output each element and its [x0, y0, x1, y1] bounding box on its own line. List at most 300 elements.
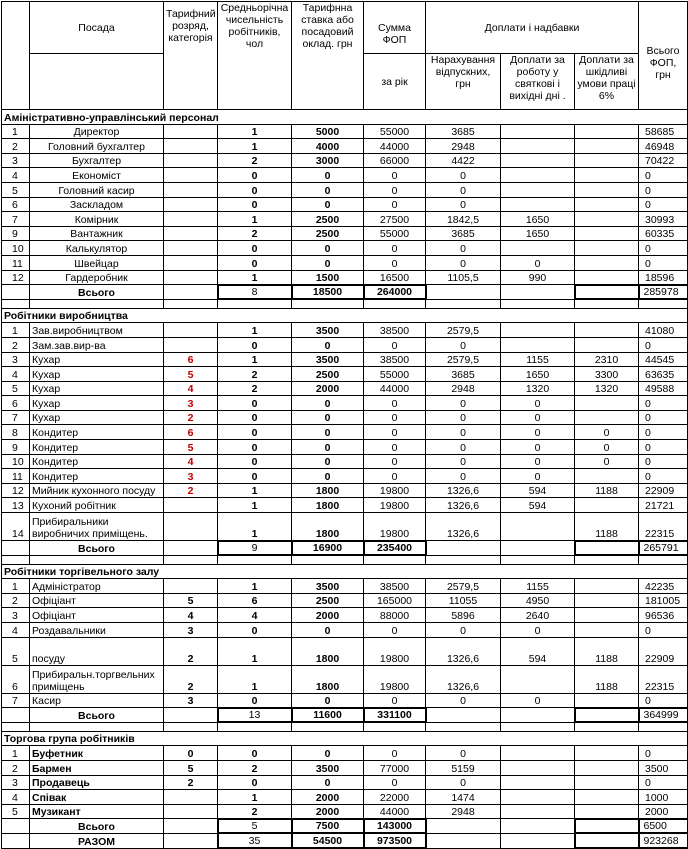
rate-value: 0 [292, 255, 364, 270]
position-name: Калькулятор [30, 241, 164, 256]
table-row [2, 790, 688, 805]
harmful-value [575, 212, 639, 227]
harmful-value [575, 608, 639, 623]
position-name: Кондитер [30, 440, 164, 455]
row-number: 4 [2, 790, 30, 805]
vacation-value: 2948 [426, 804, 501, 819]
rate-value: 0 [292, 396, 364, 411]
count-value: 0 [218, 197, 292, 212]
count-value: 1 [218, 579, 292, 594]
table-row [2, 212, 688, 227]
row-number: 2 [2, 593, 30, 608]
vacation-value: 0 [426, 623, 501, 638]
section-title-row [2, 110, 688, 125]
count-value: 2 [218, 381, 292, 396]
position-name: Кухар [30, 367, 164, 382]
row-number: 1 [2, 323, 30, 338]
position-name: Кухар [30, 352, 164, 367]
row-number: 9 [2, 440, 30, 455]
total-sum: 331100 [364, 708, 426, 723]
total-blank [2, 708, 30, 723]
sum-value: 0 [364, 623, 426, 638]
grade-value [164, 139, 218, 154]
table-row [2, 746, 688, 761]
harmful-value [575, 270, 639, 285]
sum-value: 0 [364, 693, 426, 708]
col-grade: Тарифний розряд, категорія [164, 2, 218, 110]
row-number: 5 [2, 637, 30, 665]
vacation-value: 1474 [426, 790, 501, 805]
total-vac-blank [426, 708, 501, 723]
position-name: Мийник кухонного посуду [30, 483, 164, 498]
total-fop: 364999 [639, 708, 688, 723]
row-number: 14 [2, 513, 30, 541]
vacation-value: 0 [426, 440, 501, 455]
table-row [2, 323, 688, 338]
harmful-value [575, 804, 639, 819]
vacation-value: 0 [426, 469, 501, 484]
position-name: Швейцар [30, 255, 164, 270]
holiday-value [501, 168, 575, 183]
harmful-value: 1188 [575, 483, 639, 498]
col-count: Средньорічна чисельність робітників, чол [218, 2, 292, 110]
col-sum: Сумма ФОП [364, 2, 426, 54]
total-value: 60335 [639, 226, 688, 241]
position-name: Бармен [30, 760, 164, 775]
holiday-value: 990 [501, 270, 575, 285]
total-value: 18596 [639, 270, 688, 285]
count-value: 0 [218, 775, 292, 790]
total-harm-blank [575, 819, 639, 834]
row-number: 11 [2, 469, 30, 484]
spacer-cell [164, 722, 218, 731]
count-value: 1 [218, 483, 292, 498]
total-value: 42235 [639, 579, 688, 594]
grand-harm-blank [575, 833, 639, 848]
row-number: 3 [2, 775, 30, 790]
harmful-value [575, 323, 639, 338]
spacer-cell [164, 299, 218, 308]
col-holiday: Доплати за роботу у святкові і вихідні дні . [501, 54, 575, 110]
rate-value: 1800 [292, 498, 364, 513]
count-value: 0 [218, 693, 292, 708]
vacation-value: 1326,6 [426, 637, 501, 665]
total-label: Всього [30, 708, 164, 723]
sum-value: 38500 [364, 323, 426, 338]
table-row [2, 226, 688, 241]
total-vac-blank [426, 285, 501, 300]
grade-value: 5 [164, 440, 218, 455]
sum-value: 0 [364, 469, 426, 484]
total-blank [2, 819, 30, 834]
spacer-cell [218, 299, 292, 308]
row-number: 5 [2, 804, 30, 819]
count-value: 1 [218, 513, 292, 541]
holiday-value: 0 [501, 255, 575, 270]
holiday-value: 4950 [501, 593, 575, 608]
harmful-value [575, 168, 639, 183]
count-value: 1 [218, 352, 292, 367]
table-row [2, 513, 688, 541]
table-row [2, 498, 688, 513]
grade-value [164, 337, 218, 352]
position-name: Офіціант [30, 593, 164, 608]
rate-value: 1800 [292, 483, 364, 498]
position-name: Вантажник [30, 226, 164, 241]
total-value: 30993 [639, 212, 688, 227]
count-value: 0 [218, 410, 292, 425]
grand-total-label: РАЗОМ [30, 833, 164, 848]
holiday-value: 594 [501, 483, 575, 498]
sum-value: 19800 [364, 637, 426, 665]
grand-grade-blank [164, 833, 218, 848]
harmful-value [575, 498, 639, 513]
sum-value: 27500 [364, 212, 426, 227]
position-name: Головний бухгалтер [30, 139, 164, 154]
harmful-value [575, 396, 639, 411]
vacation-value: 5159 [426, 760, 501, 775]
table-row [2, 153, 688, 168]
table-row [2, 241, 688, 256]
sum-value: 38500 [364, 579, 426, 594]
total-count: 5 [218, 819, 292, 834]
spacer-cell [639, 555, 688, 564]
count-value: 1 [218, 637, 292, 665]
sum-value: 88000 [364, 608, 426, 623]
section-title: Робітники виробництва [2, 308, 688, 323]
grade-value: 2 [164, 410, 218, 425]
sum-value: 0 [364, 454, 426, 469]
harmful-value: 0 [575, 440, 639, 455]
col-rate: Тарифнна ставка або посадовий оклад. грн [292, 2, 364, 110]
row-number: 4 [2, 168, 30, 183]
count-value: 0 [218, 255, 292, 270]
total-grade-blank [164, 285, 218, 300]
total-value: 0 [639, 410, 688, 425]
total-harm-blank [575, 285, 639, 300]
table-row [2, 255, 688, 270]
spacer-cell [501, 555, 575, 564]
rate-value: 0 [292, 425, 364, 440]
total-count: 9 [218, 541, 292, 556]
harmful-value [575, 775, 639, 790]
sum-value: 44000 [364, 139, 426, 154]
sum-value: 55000 [364, 367, 426, 382]
position-name: Кухар [30, 396, 164, 411]
harmful-value [575, 197, 639, 212]
holiday-value: 0 [501, 469, 575, 484]
total-value: 46948 [639, 139, 688, 154]
total-value: 0 [639, 337, 688, 352]
sum-value: 0 [364, 396, 426, 411]
rate-value: 3500 [292, 579, 364, 594]
grand-total-rate: 54500 [292, 833, 364, 848]
position-name: Зав.виробництвом [30, 323, 164, 338]
spacer-cell [218, 722, 292, 731]
holiday-value [501, 197, 575, 212]
total-label: Всього [30, 819, 164, 834]
position-name: посуду [30, 637, 164, 665]
harmful-value [575, 579, 639, 594]
sum-value: 66000 [364, 153, 426, 168]
row-number: 6 [2, 665, 30, 693]
position-name: Продавець [30, 775, 164, 790]
row-number: 11 [2, 255, 30, 270]
table-row [2, 124, 688, 139]
row-number: 9 [2, 226, 30, 241]
position-name: Кондитер [30, 425, 164, 440]
position-name: Кухар [30, 381, 164, 396]
count-value: 1 [218, 212, 292, 227]
vacation-value: 3685 [426, 226, 501, 241]
spacer-cell [501, 722, 575, 731]
vacation-value: 0 [426, 168, 501, 183]
vacation-value: 0 [426, 241, 501, 256]
count-value: 2 [218, 153, 292, 168]
rate-value: 0 [292, 168, 364, 183]
total-label: Всього [30, 285, 164, 300]
section-title-row [2, 308, 688, 323]
spacer-cell [575, 555, 639, 564]
total-value: 0 [639, 168, 688, 183]
vacation-value: 2579,5 [426, 352, 501, 367]
table-row [2, 139, 688, 154]
holiday-value [501, 153, 575, 168]
table-row [2, 367, 688, 382]
spacer-cell [364, 722, 426, 731]
spacer-row [2, 299, 688, 308]
section-title: Робітники торгівельного залу [2, 564, 688, 579]
row-number: 1 [2, 579, 30, 594]
total-value: 0 [639, 746, 688, 761]
table-row [2, 665, 688, 693]
position-name: Економіст [30, 168, 164, 183]
total-value: 0 [639, 469, 688, 484]
row-number: 3 [2, 608, 30, 623]
position-name: Буфетник [30, 746, 164, 761]
total-value: 70422 [639, 153, 688, 168]
col-extras: Доплати і надбавки [426, 2, 639, 54]
vacation-value: 2948 [426, 139, 501, 154]
table-row [2, 270, 688, 285]
rate-value: 0 [292, 469, 364, 484]
rate-value: 0 [292, 775, 364, 790]
rate-value: 2500 [292, 593, 364, 608]
col-vacation: Нарахування відпускних, грн [426, 54, 501, 110]
total-label: Всього [30, 541, 164, 556]
position-name: Бухгалтер [30, 153, 164, 168]
sum-value: 77000 [364, 760, 426, 775]
spacer-cell [2, 299, 30, 308]
holiday-value: 1650 [501, 367, 575, 382]
row-number: 5 [2, 381, 30, 396]
total-count: 13 [218, 708, 292, 723]
row-number: 2 [2, 139, 30, 154]
position-name: Кондитер [30, 454, 164, 469]
count-value: 1 [218, 270, 292, 285]
row-number: 4 [2, 367, 30, 382]
total-value: 63635 [639, 367, 688, 382]
grade-value [164, 226, 218, 241]
grade-value [164, 241, 218, 256]
section-title: Аміністративно-управлінський персонал [2, 110, 688, 125]
holiday-value [501, 139, 575, 154]
rate-value: 2500 [292, 226, 364, 241]
grade-value [164, 270, 218, 285]
total-sum: 235400 [364, 541, 426, 556]
count-value: 2 [218, 760, 292, 775]
table-row [2, 440, 688, 455]
harmful-value [575, 153, 639, 168]
vacation-value: 4422 [426, 153, 501, 168]
position-name: Гардеробник [30, 270, 164, 285]
sum-value: 0 [364, 775, 426, 790]
grade-value: 5 [164, 367, 218, 382]
vacation-value: 3685 [426, 367, 501, 382]
total-fop: 265791 [639, 541, 688, 556]
row-number: 2 [2, 337, 30, 352]
rate-value: 0 [292, 197, 364, 212]
grade-value: 4 [164, 454, 218, 469]
holiday-value [501, 337, 575, 352]
sum-value: 0 [364, 197, 426, 212]
spacer-cell [30, 555, 164, 564]
total-hol-blank [501, 819, 575, 834]
total-vac-blank [426, 819, 501, 834]
sum-value: 19800 [364, 513, 426, 541]
harmful-value [575, 760, 639, 775]
grand-hol-blank [501, 833, 575, 848]
grade-value [164, 804, 218, 819]
harmful-value [575, 139, 639, 154]
grade-value [164, 513, 218, 541]
total-hol-blank [501, 541, 575, 556]
section-total-row [2, 708, 688, 723]
vacation-value: 0 [426, 775, 501, 790]
total-rate: 7500 [292, 819, 364, 834]
grade-value: 2 [164, 665, 218, 693]
rate-value: 2000 [292, 381, 364, 396]
vacation-value: 0 [426, 182, 501, 197]
holiday-value: 0 [501, 693, 575, 708]
total-harm-blank [575, 708, 639, 723]
rate-value: 2000 [292, 790, 364, 805]
count-value: 0 [218, 396, 292, 411]
table-row [2, 337, 688, 352]
total-harm-blank [575, 541, 639, 556]
rate-value: 2000 [292, 804, 364, 819]
holiday-value: 594 [501, 498, 575, 513]
header-row-1 [2, 2, 688, 54]
row-number: 12 [2, 270, 30, 285]
grand-total-fop: 923268 [639, 833, 688, 848]
grade-value [164, 579, 218, 594]
vacation-value: 0 [426, 197, 501, 212]
holiday-value [501, 775, 575, 790]
spacer-cell [364, 299, 426, 308]
harmful-value: 2310 [575, 352, 639, 367]
count-value: 0 [218, 425, 292, 440]
table-row [2, 352, 688, 367]
grade-value: 4 [164, 608, 218, 623]
table-row [2, 483, 688, 498]
grade-value [164, 153, 218, 168]
position-name: Прибиральники виробничих приміщень. [30, 513, 164, 541]
position-name: Співак [30, 790, 164, 805]
grade-value [164, 255, 218, 270]
position-name: Адміністратор [30, 579, 164, 594]
sum-value: 19800 [364, 665, 426, 693]
rate-value: 0 [292, 182, 364, 197]
count-value: 2 [218, 367, 292, 382]
section-total-row [2, 541, 688, 556]
harmful-value [575, 623, 639, 638]
rate-value: 3500 [292, 323, 364, 338]
grade-value: 3 [164, 469, 218, 484]
rate-value: 0 [292, 693, 364, 708]
rate-value: 0 [292, 337, 364, 352]
sum-value: 44000 [364, 804, 426, 819]
vacation-value: 3685 [426, 124, 501, 139]
holiday-value: 1650 [501, 226, 575, 241]
count-value: 4 [218, 608, 292, 623]
table-row [2, 454, 688, 469]
holiday-value: 1155 [501, 579, 575, 594]
rate-value: 0 [292, 623, 364, 638]
harmful-value: 0 [575, 425, 639, 440]
holiday-value: 0 [501, 623, 575, 638]
row-number: 5 [2, 182, 30, 197]
holiday-value: 2640 [501, 608, 575, 623]
total-grade-blank [164, 708, 218, 723]
total-value: 58685 [639, 124, 688, 139]
table-row [2, 425, 688, 440]
position-name: Прибиральн.торгвельних приміщень [30, 665, 164, 693]
count-value: 1 [218, 498, 292, 513]
section-total-row [2, 285, 688, 300]
grade-value: 5 [164, 593, 218, 608]
total-rate: 16900 [292, 541, 364, 556]
total-value: 181005 [639, 593, 688, 608]
spacer-cell [292, 555, 364, 564]
rate-value: 0 [292, 746, 364, 761]
table-row [2, 396, 688, 411]
total-value: 0 [639, 255, 688, 270]
harmful-value [575, 241, 639, 256]
total-grade-blank [164, 541, 218, 556]
rate-value: 4000 [292, 139, 364, 154]
holiday-value: 0 [501, 396, 575, 411]
rate-value: 0 [292, 410, 364, 425]
spacer-cell [30, 722, 164, 731]
count-value: 0 [218, 337, 292, 352]
vacation-value: 0 [426, 454, 501, 469]
grade-value: 2 [164, 637, 218, 665]
count-value: 2 [218, 226, 292, 241]
col-total: Всього ФОП, грн [639, 2, 688, 110]
holiday-value: 1320 [501, 381, 575, 396]
holiday-value [501, 241, 575, 256]
harmful-value [575, 226, 639, 241]
total-fop: 6500 [639, 819, 688, 834]
total-value: 3500 [639, 760, 688, 775]
grand-total-row [2, 833, 688, 848]
vacation-value: 11055 [426, 593, 501, 608]
sum-value: 0 [364, 410, 426, 425]
spacer-cell [292, 722, 364, 731]
position-name: Кухар [30, 410, 164, 425]
grade-value: 2 [164, 483, 218, 498]
